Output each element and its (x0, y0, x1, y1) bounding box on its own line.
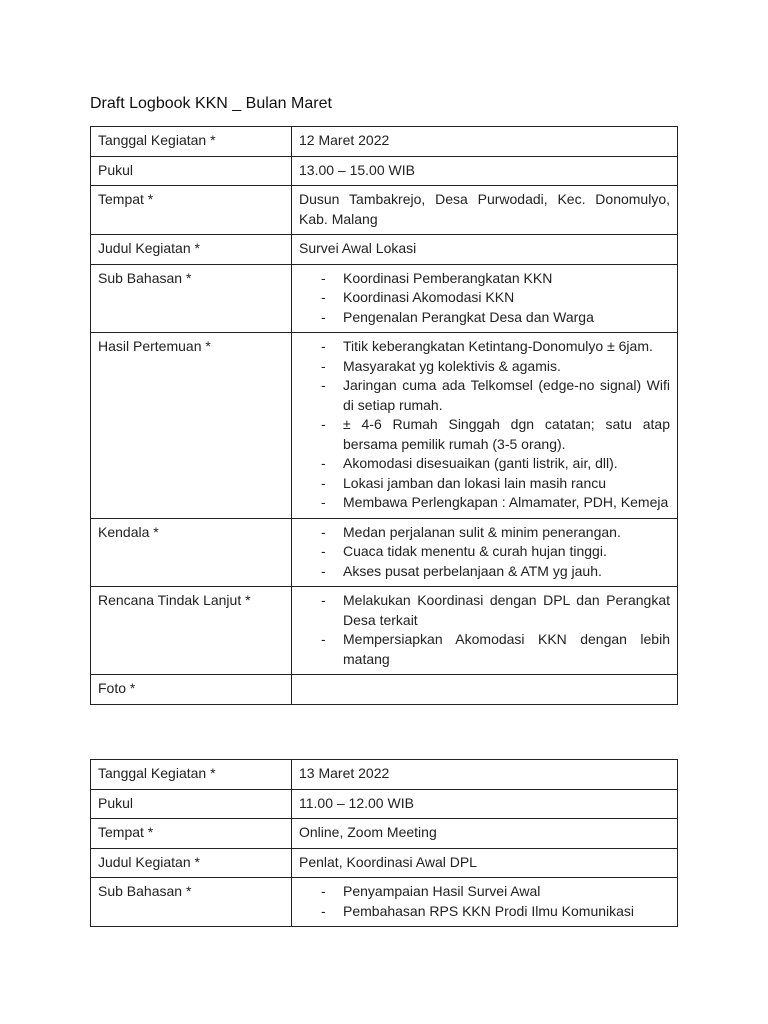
label-pukul: Pukul (91, 789, 292, 819)
label-kendala: Kendala * (91, 518, 292, 587)
value-pukul: 13.00 – 15.00 WIB (292, 156, 678, 186)
label-tanggal: Tanggal Kegiatan * (91, 127, 292, 157)
value-sub-bahasan (292, 878, 678, 927)
list-item: - Koordinasi Akomodasi KKN (299, 288, 670, 308)
value-rencana (292, 587, 678, 675)
value-hasil (292, 333, 678, 519)
sub-bahasan-list (299, 269, 670, 328)
label-judul: Judul Kegiatan * (91, 848, 292, 878)
list-item: - Mempersiapkan Akomodasi KKN dengan lebih matang (299, 630, 670, 669)
list-item: - Koordinasi Pemberangkatan KKN (299, 269, 670, 289)
table-row-pukul (91, 156, 678, 186)
list-item: - Akses pusat perbelanjaan & ATM yg jauh. (299, 562, 670, 582)
label-pukul: Pukul (91, 156, 292, 186)
value-tempat: Dusun Tambakrejo, Desa Purwodadi, Kec. Donomulyo, Kab. Malang (292, 186, 678, 235)
list-item: - ± 4-6 Rumah Singgah dgn catatan; satu atap bersama pemilik rumah (3-5 orang). (299, 415, 670, 454)
list-item: - Pembahasan RPS KKN Prodi Ilmu Komunikasi (299, 902, 670, 922)
rencana-list (299, 591, 670, 669)
list-item: - Membawa Perlengkapan : Almamater, PDH, Kemeja (299, 493, 670, 513)
hasil-list (299, 337, 670, 513)
list-item: - Akomodasi disesuaikan (ganti listrik, air, dll). (299, 454, 670, 474)
label-tempat: Tempat * (91, 819, 292, 849)
label-sub-bahasan: Sub Bahasan * (91, 264, 292, 333)
table-row-sub-bahasan (91, 264, 678, 333)
table-row-kendala (91, 518, 678, 587)
list-item: - Titik keberangkatan Ketintang-Donomulyo ± 6jam. (299, 337, 670, 357)
value-tanggal: 12 Maret 2022 (292, 127, 678, 157)
table-row-rencana (91, 587, 678, 675)
list-item: - Jaringan cuma ada Telkomsel (edge-no signal) Wifi di setiap rumah. (299, 376, 670, 415)
list-item: - Pengenalan Perangkat Desa dan Warga (299, 308, 670, 328)
logbook-table-entry-2 (90, 759, 678, 927)
label-hasil: Hasil Pertemuan * (91, 333, 292, 519)
list-item: - Masyarakat yg kolektivis & agamis. (299, 357, 670, 377)
list-item: - Cuaca tidak menentu & curah hujan tinggi. (299, 542, 670, 562)
logbook-table-entry-1 (90, 126, 678, 705)
label-rencana: Rencana Tindak Lanjut * (91, 587, 292, 675)
label-tanggal: Tanggal Kegiatan * (91, 760, 292, 790)
list-item: - Lokasi jamban dan lokasi lain masih rancu (299, 474, 670, 494)
table-row-tempat (91, 819, 678, 849)
table-row-judul (91, 848, 678, 878)
sub-bahasan-list (299, 882, 670, 921)
value-judul: Penlat, Koordinasi Awal DPL (292, 848, 678, 878)
table-row-judul (91, 235, 678, 265)
table-row-pukul (91, 789, 678, 819)
table-row-sub-bahasan (91, 878, 678, 927)
list-item: - Medan perjalanan sulit & minim penerangan. (299, 523, 670, 543)
list-item: - Penyampaian Hasil Survei Awal (299, 882, 670, 902)
table-row-tanggal (91, 127, 678, 157)
label-judul: Judul Kegiatan * (91, 235, 292, 265)
table-row-tempat (91, 186, 678, 235)
value-sub-bahasan (292, 264, 678, 333)
value-kendala (292, 518, 678, 587)
value-judul: Survei Awal Lokasi (292, 235, 678, 265)
table-row-hasil (91, 333, 678, 519)
list-item: - Melakukan Koordinasi dengan DPL dan Perangkat Desa terkait (299, 591, 670, 630)
value-tanggal: 13 Maret 2022 (292, 760, 678, 790)
page-title: Draft Logbook KKN _ Bulan Maret (90, 95, 332, 112)
value-pukul: 11.00 – 12.00 WIB (292, 789, 678, 819)
table-row-foto (91, 675, 678, 705)
label-foto: Foto * (91, 675, 292, 705)
table-row-tanggal (91, 760, 678, 790)
label-sub-bahasan: Sub Bahasan * (91, 878, 292, 927)
kendala-list (299, 523, 670, 582)
value-tempat: Online, Zoom Meeting (292, 819, 678, 849)
label-tempat: Tempat * (91, 186, 292, 235)
value-foto (292, 675, 678, 705)
